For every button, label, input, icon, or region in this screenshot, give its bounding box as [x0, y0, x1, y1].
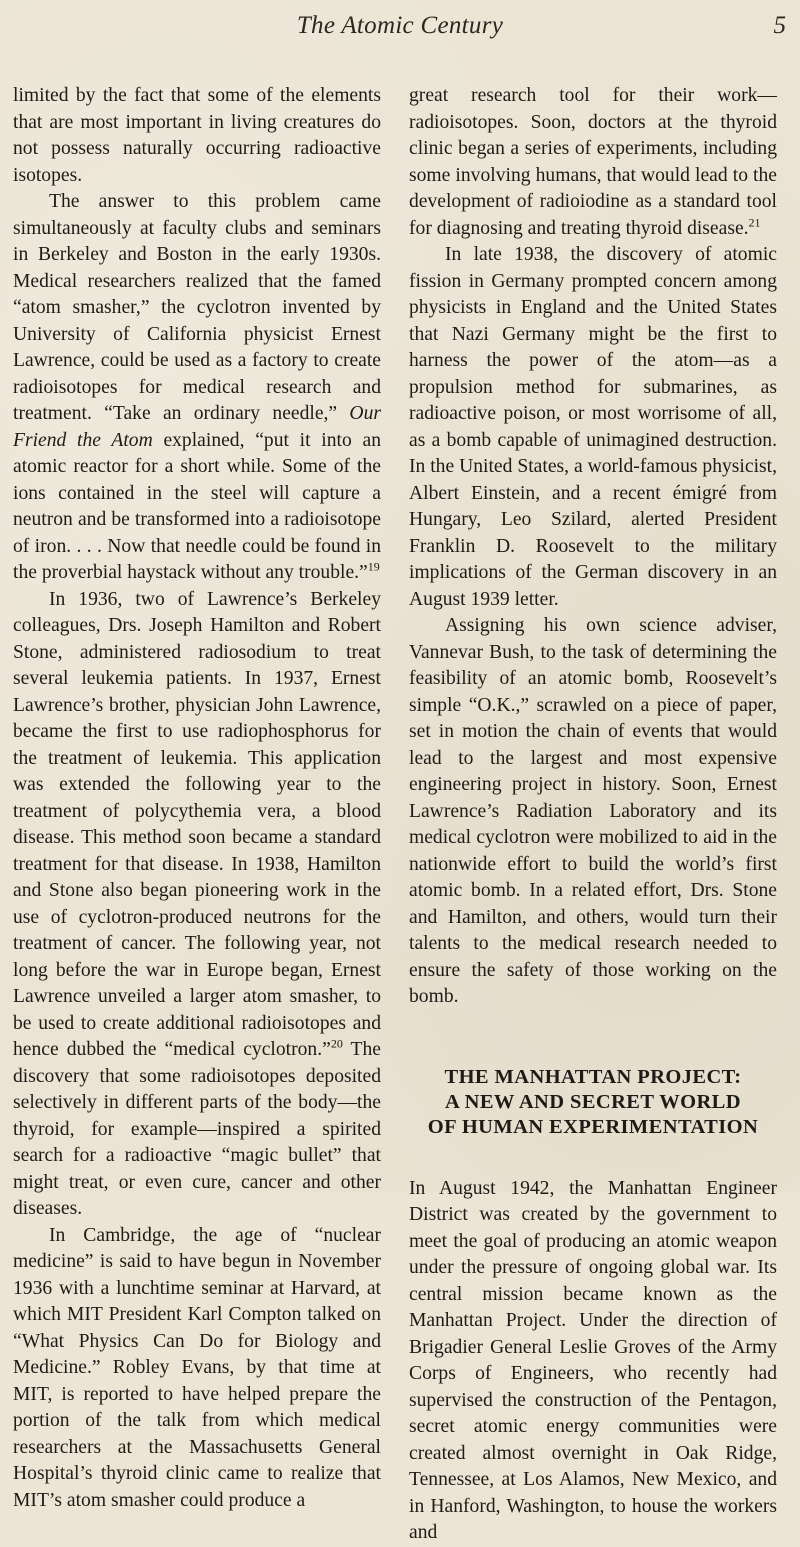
paragraph-text: great research tool for their work—radioisotopes. Soon, doctors at the thyroid clinic began a series of experiments, including some involving humans, that would lead to the development of radioiodine as a standard tool for diagnosing and treating thyroid disease. [409, 85, 777, 239]
paragraph-text: In August 1942, the Manhattan Engineer District was created by the government to meet the goal of producing an atomic weapon under the pressure of ongoing global war. Its central mission became known as the Manhattan Project. Under the direction of Brigadier General Leslie Groves of the Army Corps of Engineers, who recently had supervised the construction of the Pentagon, secret atomic energy communities were created almost overnight in Oak Ridge, Tennessee, at Los Alamos, New Mexico, and in Hanford, Washington, to house the workers and [409, 1177, 777, 1543]
page-number: 5 [773, 12, 786, 39]
paragraph-text: In 1936, two of Lawrence’s Berkeley colleagues, Drs. Joseph Hamilton and Robert Stone, administered radiosodium to treat several leukemia patients. In 1937, Ernest Lawrence’s brother, physician John Lawrence, became the first to use radiophosphorus for the treatment of leukemia. This application was extended the following year to the treatment of polycythemia vera, a blood disease. This method soon became a standard treatment for that disease. In 1938, Hamilton and Stone also began pioneering work in the use of cyclotron-produced neutrons for the treatment of cancer. The following year, not long before the war in Europe began, Ernest Lawrence unveiled a larger atom smasher, to be used to create additional radioisotopes and hence dubbed the “medical cyclotron.” [13, 588, 381, 1060]
book-title: Our Friend the Atom [13, 403, 381, 451]
paragraph-text: The discovery that some radioisotopes deposited selectively in different parts of the body—the thyroid, for example—inspired a spirited search for a radioactive “magic bullet” that might treat, or even cure, cancer and other diseases. [13, 1039, 381, 1219]
paragraph-2 [13, 189, 381, 587]
paragraph-5 [409, 83, 777, 242]
section-heading-line-1: THE MANHATTAN PROJECT: [444, 1065, 742, 1088]
section-heading-line-3: OF HUMAN EXPERIMENTATION [427, 1115, 759, 1138]
paragraph-text: explained, “put it into an atomic reactor for a short while. Some of the ions contained in the steel will capture a neutron and be transformed into a radioisotope of iron. . . . Now that needle could be found in the proverbial haystack without any trouble.” [13, 429, 381, 583]
left-column [13, 83, 381, 1514]
footnote-ref: 20 [330, 1036, 343, 1051]
paragraph-8 [409, 1176, 777, 1547]
footnote-ref: 21 [748, 214, 761, 229]
paragraph-3 [13, 587, 381, 1223]
paragraph-text: limited by the fact that some of the elements that are most important in living creatures do not possess naturally occurring radioactive isotopes. [13, 85, 381, 186]
paragraph-text: In Cambridge, the age of “nuclear medicine” is said to have begun in November 1936 with a lunchtime seminar at Harvard, at which MIT President Karl Compton talked on “What Physics Can Do for Biology and Medicine.” Robley Evans, by that time at MIT, is reported to have helped prepare the portion of the talk from which medical researchers at the Massachusetts General Hospital’s thyroid clinic came to realize that MIT’s atom smasher could produce a [13, 1224, 381, 1511]
paragraph-text: Assigning his own science adviser, Vannevar Bush, to the task of determining the feasibility of an atomic bomb, Roosevelt’s simple “O.K.,” scrawled on a piece of paper, set in motion the chain of events that would lead to the largest and most expensive engineering project in history. Soon, Ernest Lawrence’s Radiation Laboratory and its medical cyclotron were mobilized to aid in the nationwide effort to build the world’s first atomic bomb. In a related effort, Drs. Stone and Hamilton, and others, would turn their talents to the medical research needed to ensure the safety of those working on the bomb. [409, 615, 777, 1007]
paragraph-1 [13, 83, 381, 189]
section-heading [409, 1065, 777, 1140]
running-title: The Atomic Century [296, 12, 504, 39]
paragraph-7 [409, 613, 777, 1011]
section-heading-line-2: A NEW AND SECRET WORLD [445, 1090, 741, 1113]
paragraph-text: The answer to this problem came simultaneously at faculty clubs and seminars in Berkeley and Boston in the early 1930s. Medical researchers realized that the famed “atom smasher,” the cyclotron invented by University of California physicist Ernest Lawrence, could be used as a factory to create radioisotopes for medical research and treatment. “Take an ordinary needle,” [13, 191, 381, 424]
paragraph-text: In late 1938, the discovery of atomic fission in Germany prompted concern among physicists in England and the United States that Nazi Germany might be the first to harness the power of the atom—as a propulsion method for submarines, as radioactive poison, or most worrisome of all, as a bomb capable of unimagined destruction. In the United States, a world-famous physicist, Albert Einstein, and a recent émigré from Hungary, Leo Szilard, alerted President Franklin D. Roosevelt to the military implications of the German discovery in an August 1939 letter. [409, 244, 777, 610]
paragraph-6 [409, 242, 777, 613]
right-column [409, 83, 777, 1547]
running-header [0, 12, 800, 52]
paragraph-4 [13, 1223, 381, 1515]
footnote-ref: 19 [367, 559, 380, 574]
